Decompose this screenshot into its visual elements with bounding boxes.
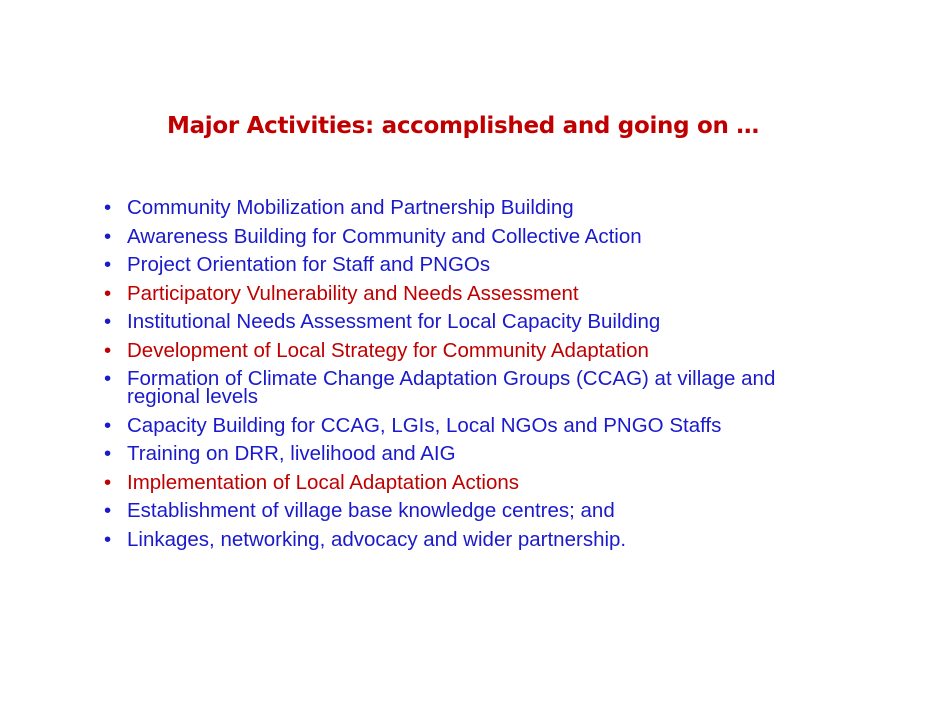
list-item xyxy=(0,253,837,277)
slide-title-text: Major Activities: accomplished and going on … xyxy=(167,113,759,139)
bullet-icon: • xyxy=(104,413,112,437)
activity-list xyxy=(0,196,837,556)
list-item xyxy=(0,499,837,523)
list-item xyxy=(0,282,837,306)
bullet-icon: • xyxy=(104,281,112,305)
bullet-icon: • xyxy=(104,253,112,276)
list-item xyxy=(0,414,837,438)
list-item xyxy=(0,442,837,466)
list-item-text: Project Orientation for Staff and PNGOs xyxy=(127,253,491,276)
list-item-text: Institutional Needs Assessment for Local Capacity Building xyxy=(127,310,661,333)
list-item-text: Development of Local Strategy for Community Adaptation xyxy=(127,338,649,362)
list-item xyxy=(0,310,837,334)
list-item-text: Linkages, networking, advocacy and wider partnership. xyxy=(127,527,627,551)
bullet-icon: • xyxy=(104,527,112,551)
list-item-text: Implementation of Local Adaptation Actions xyxy=(127,470,520,494)
bullet-icon: • xyxy=(104,196,112,219)
list-item xyxy=(0,225,837,249)
list-item-text: Establishment of village base knowledge centres; and xyxy=(127,499,615,522)
slide-title xyxy=(0,113,942,139)
bullet-icon: • xyxy=(104,367,112,390)
list-item-text: Formation of Climate Change Adaptation Groups (CCAG) at village and regional levels xyxy=(127,367,776,408)
bullet-icon: • xyxy=(104,470,112,494)
list-item xyxy=(0,528,837,552)
bullet-icon: • xyxy=(104,310,112,333)
list-item-text: Participatory Vulnerability and Needs Assessment xyxy=(127,281,579,305)
list-item-text: Community Mobilization and Partnership Building xyxy=(127,196,574,219)
list-item xyxy=(0,339,837,363)
list-item xyxy=(0,471,837,495)
list-item-text: Awareness Building for Community and Collective Action xyxy=(127,224,642,248)
bullet-icon: • xyxy=(104,338,112,362)
bullet-icon: • xyxy=(104,442,112,465)
bullet-icon: • xyxy=(104,224,112,248)
list-item-text: Capacity Building for CCAG, LGIs, Local NGOs and PNGO Staffs xyxy=(127,413,722,437)
list-item xyxy=(0,367,837,409)
list-item xyxy=(0,196,837,220)
bullet-icon: • xyxy=(104,499,112,522)
list-item-text: Training on DRR, livelihood and AIG xyxy=(127,442,456,465)
